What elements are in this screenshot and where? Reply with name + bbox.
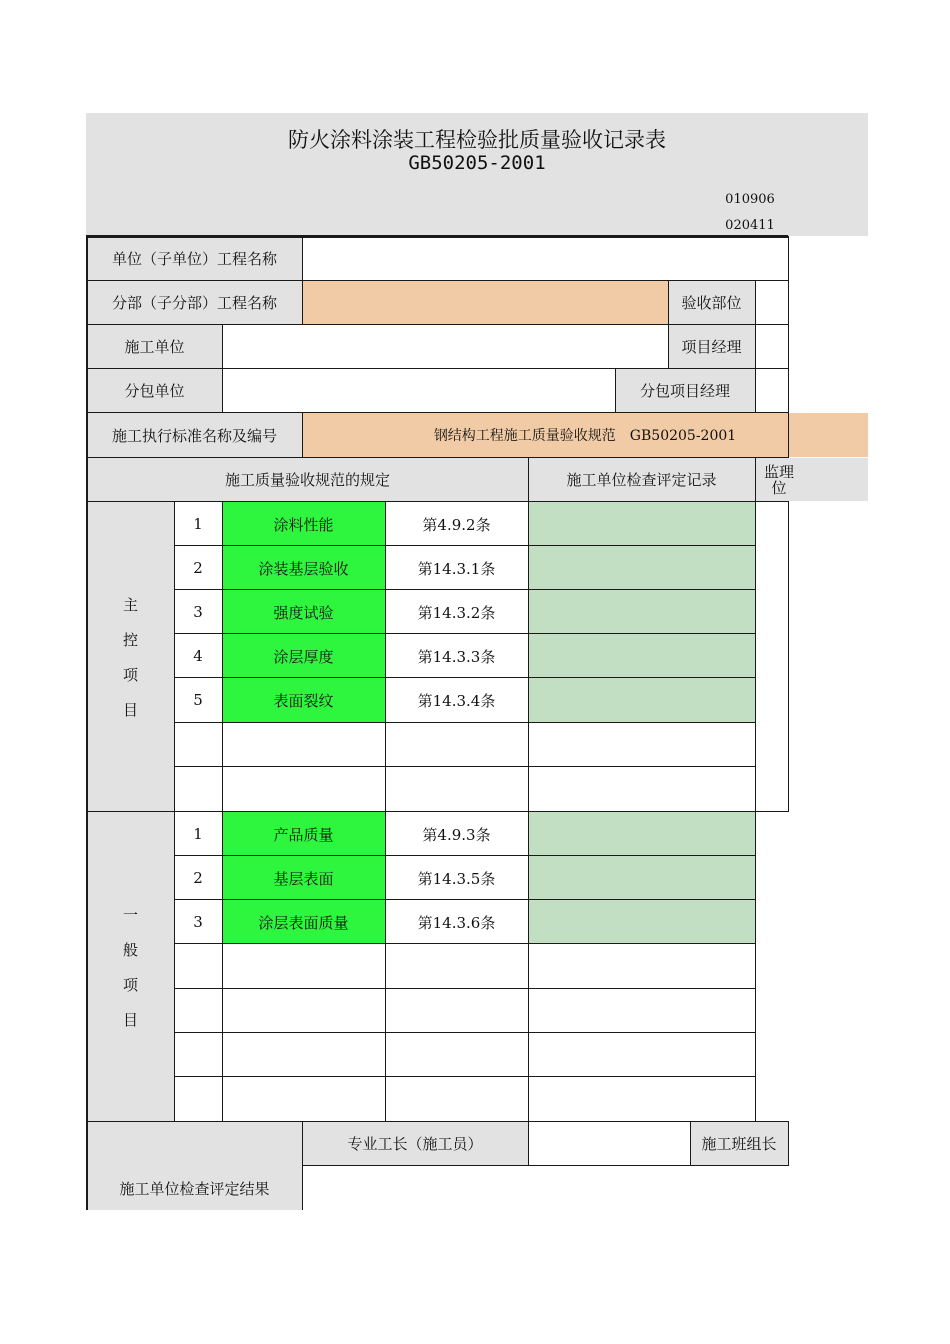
project-name-label: 单位（子单位）工程名称 (87, 237, 302, 280)
general-items-label (87, 812, 174, 1031)
main-row-record[interactable] (528, 590, 755, 634)
main-row-no: 5 (193, 691, 203, 709)
main-row-record[interactable] (528, 678, 755, 722)
main-row-no: 3 (193, 603, 203, 621)
general-label-char: 项 (122, 975, 138, 994)
form-code-2: 020411 (725, 217, 775, 233)
general-row-clause: 第4.9.3条 (422, 825, 491, 844)
subcontractor-field[interactable] (222, 369, 615, 412)
subcontractor-label: 分包单位 (87, 369, 222, 412)
foreman-label: 专业工长（施工员） (302, 1122, 528, 1165)
general-row-no: 2 (193, 869, 203, 887)
acceptance-part-label: 验收部位 (668, 281, 755, 324)
division-label: 分部（子分部）工程名称 (87, 281, 302, 324)
main-row-no: 2 (193, 559, 203, 577)
general-row-clause: 第14.3.5条 (417, 869, 496, 888)
general-row-record[interactable] (528, 856, 755, 900)
standard-code: GB50205-2001 (408, 152, 546, 174)
general-row-record[interactable] (528, 900, 755, 944)
exec-standard-value: 钢结构工程施工质量验收规范 GB50205-2001 (302, 413, 868, 457)
sub-pm-label: 分包项目经理 (615, 369, 755, 412)
general-label-char: 目 (122, 1010, 138, 1029)
main-row-name: 涂层厚度 (222, 634, 385, 678)
spec-header: 施工质量验收规范的规定 (87, 458, 528, 501)
contractor-label: 施工单位 (87, 325, 222, 368)
exec-standard-label: 施工执行标准名称及编号 (87, 413, 302, 457)
general-row-no: 3 (193, 913, 203, 931)
check-record-header: 施工单位检查评定记录 (528, 458, 755, 501)
team-leader-label: 施工班组长 (690, 1122, 788, 1165)
main-row-clause: 第14.3.2条 (417, 603, 496, 622)
main-row-clause: 第14.3.3条 (417, 647, 496, 666)
main-row-clause: 第4.9.2条 (422, 515, 491, 534)
main-row-name: 表面裂纹 (222, 678, 385, 722)
contractor-field[interactable] (222, 325, 668, 368)
main-label-char: 控 (122, 630, 138, 649)
general-row-name: 产品质量 (222, 812, 385, 856)
main-row-record[interactable] (528, 502, 755, 546)
main-row-clause: 第14.3.4条 (417, 691, 496, 710)
main-row-record[interactable] (528, 546, 755, 590)
project-name-field[interactable] (302, 237, 788, 280)
form-code-1: 010906 (725, 191, 775, 207)
result-label: 施工单位检查评定结果 (119, 1179, 270, 1198)
project-manager-label: 项目经理 (668, 325, 755, 368)
form-title: 防火涂料涂装工程检验批质量验收记录表 (288, 128, 666, 152)
main-row-clause: 第14.3.1条 (417, 559, 496, 578)
general-row-no: 1 (193, 825, 203, 843)
main-label-char: 目 (122, 700, 138, 719)
main-row-no: 1 (193, 515, 203, 533)
general-label-char: 一 (122, 905, 138, 924)
main-row-name: 涂装基层验收 (222, 546, 385, 590)
main-items-label (87, 502, 174, 719)
main-row-no: 4 (193, 647, 203, 665)
supervisor-header: 监理 位 (755, 458, 868, 501)
main-row-record[interactable] (528, 634, 755, 678)
main-row-name: 强度试验 (222, 590, 385, 634)
general-row-name: 基层表面 (222, 856, 385, 900)
general-row-name: 涂层表面质量 (222, 900, 385, 944)
general-label-char: 般 (122, 940, 138, 959)
main-label-char: 项 (122, 665, 138, 684)
main-row-name: 涂料性能 (222, 502, 385, 546)
main-label-char: 主 (122, 595, 138, 614)
division-field[interactable] (302, 281, 668, 324)
general-row-record[interactable] (528, 812, 755, 856)
general-row-clause: 第14.3.6条 (417, 913, 496, 932)
